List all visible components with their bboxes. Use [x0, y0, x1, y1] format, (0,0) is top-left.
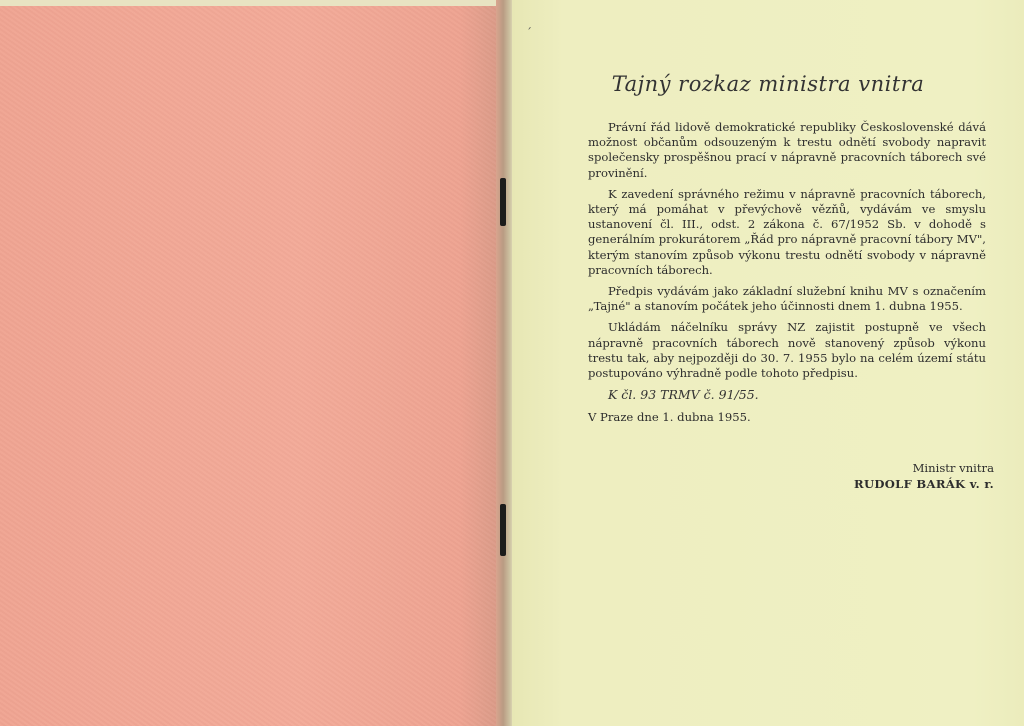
paragraph-2: K zavedení správného režimu v nápravně pracovních táborech, který má pomáhat v převýchově vězňů, vydávám ve smyslu ustanovení čl. III., odst. 2 zákona č. 67/1952 Sb. v dohodě s generálním prokurátorem „Řád pro nápravně pracovní tábory MV", kterým stanovím způsob výkonu trestu odnětí svobody v nápravně pracovních táborech. [588, 186, 986, 277]
paragraph-1: Právní řád lidově demokratické republiky Československé dává možnost občanům odsouzeným k trestu odnětí svobody napravit společensky prospěšnou prací v nápravně pracovních táborech své provinění. [588, 120, 986, 180]
paragraph-4: Ukládám náčelníku správy NZ zajistit postupně ve všech nápravně pracovních táborech nově stanovený způsob výkonu trestu tak, aby nejpozději do 30. 7. 1955 bylo na celém území státu postupováno výhradně podle tohoto předpisu. [588, 320, 986, 381]
left-blank-page [0, 6, 500, 726]
reference-number: K čl. 93 TRMV č. 91/55. [608, 387, 759, 403]
staple-top [500, 178, 506, 226]
document-body [588, 120, 986, 426]
document-title: Tajný rozkaz ministra vnitra [611, 72, 925, 96]
place-date: V Praze dne 1. dubna 1955. [588, 410, 751, 425]
signature-title: Ministr vnitra [912, 461, 994, 475]
ink-mark: ˊ [526, 26, 532, 40]
staple-bottom [500, 504, 506, 556]
right-text-page [512, 0, 1024, 726]
signature-block [824, 460, 994, 492]
signature-name: RUDOLF BARÁK v. r. [854, 477, 994, 491]
paragraph-3: Předpis vydávám jako základní služební knihu MV s označením „Tajné" a stanovím počátek jeho účinnosti dnem 1. dubna 1955. [588, 284, 986, 314]
